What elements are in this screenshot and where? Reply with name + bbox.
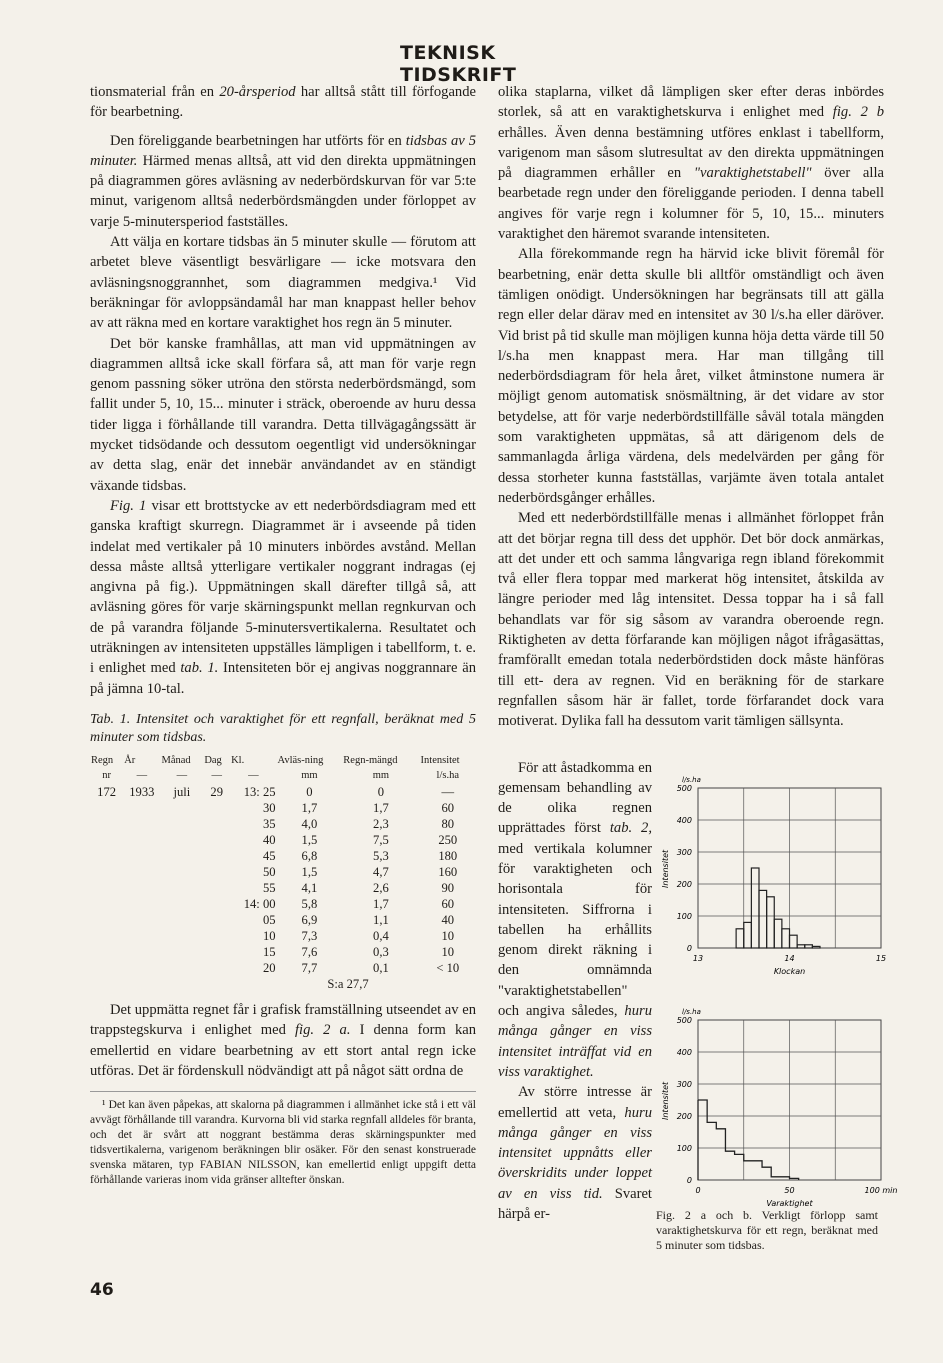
table-unit: nr [102,769,111,781]
fig-2a-bar [774,919,782,948]
table-cell: 60 [441,800,455,815]
fig-2a-bar [744,922,752,948]
table-cell: 10 [262,928,276,943]
table-cell [90,832,123,848]
table-cell [123,944,160,960]
table-cell [203,944,230,960]
table-cell: 14: 00 [243,896,276,911]
table-cell [203,848,230,864]
fig-2b-chart [656,1002,898,1212]
table-cell: 90 [441,880,455,895]
table-row [90,848,476,864]
table-cell: 13: 25 [243,784,276,799]
table-cell [161,912,204,928]
y-tick-label: 0 [686,944,692,953]
table-cell [123,832,160,848]
table-cell: 1,7 [301,800,318,815]
table-sum-row [90,976,476,992]
figure-caption: Fig. 2 a och b. Verkligt förlopp samt varaktighetskurva för ett regn, beräknat med 5 minuter som tidsbas. [656,1208,878,1252]
table-cell [123,896,160,912]
paragraph: Av större intresse är emellertid att veta, huru många gånger en viss intensitet uppnåtts eller överskridits under loppet av en viss tid. Svaret härpå er- [498,1084,652,1223]
table-cell: 40 [262,832,276,847]
y-tick-label: 0 [686,1176,692,1185]
table-cell [123,848,160,864]
paragraph: Med ett nederbördstillfälle menas i allmänhet förloppet från att det börjar regna till dess det upphör. Det bör dock anmärkas, att det under ett och samma långvariga regn ibland förekommit två eller flera toppar med markerat hög intensitet, åtskilda av längre perioder med låg intensitet. Dessa toppar ha i så fall behandlats var för sig såsom av varandra oberoende regn. Riktigheten av detta förfarande kan möjligen något ifrågasättas, framförallt emedan totala nederbördstiden dock måste hänföras till ett- dera av regnen. Vid en beräkning för de starkare regnfallen såsom här är fallet, torde förfarandet dock vara motiverat. Dylika fall ha dessutom varit tämligen sällsynta. [498,510,884,730]
table-cell: 7,6 [301,944,318,959]
table-cell [90,816,123,832]
table-header: År [124,754,136,766]
intensity-table [90,753,476,992]
table-cell: 4,0 [301,816,318,831]
fig-2a-bar [751,868,759,948]
x-tick-label: 13 [692,954,704,963]
table-cell: < 10 [436,960,460,975]
table-unit: mm [372,769,390,781]
figure-2a [656,770,896,984]
table-cell: 55 [262,880,276,895]
y-axis-label: Intensitet [661,849,670,888]
paragraph: Fig. 1 visar ett brottstycke av ett nederbördsdiagram med ett ganska kraftigt skurregn. Diagrammet är i avseende på tiden indelat med vertikaler på 10 minuters inbördes avstånd. Mellan dessa måste alltså ytterligare vertikaler noggrant indragas (ej angivna på fig.). Uppmätningen skall därefter tillgå så, att avläsning göres för varje skärningspunkt mellan regnkurvan och de på varandra följande 5-minutersvertikalerna. Resultatet och uträkningen av intensiteten uppställes lämpligen i tabellform, t. e. i enlighet med tab. 1. Intensiteten bör ej angivas noggrannare än på jämna 10-tal. [90,497,477,697]
table-cell: 2,6 [373,880,389,895]
figure-2b [656,1002,896,1216]
table-cell: 1,5 [301,832,318,847]
table-cell: 180 [438,848,458,863]
y-unit-label: l/s.ha [682,776,701,784]
table-cell: 0 [306,784,313,799]
table-cell [123,816,160,832]
table-cell [161,864,204,880]
table-unit: — [248,769,259,781]
table-cell: 1,1 [373,912,389,927]
table-cell: 5,8 [301,896,318,911]
table-cell: 30 [262,800,276,815]
table-cell [90,912,123,928]
table-cell: 10 [441,944,455,959]
x-tick-label: 15 [875,954,887,963]
table-cell: 35 [262,816,276,831]
x-tick-label: 100 min [864,1186,898,1195]
y-tick-label: 400 [676,816,692,825]
paragraph: Att välja en kortare tidsbas än 5 minuter skulle — förutom att arbetet bleve väsentligt besvärligare — icke motsvara den avläsningsnoggrannhet, som diagrammen medgiva.¹ Vid beräkningar för avloppsändamål har man knappast heller behov av att räkna med en kortare varaktighet hos regn än 5 minuter. [90,234,476,332]
table-cell: 1,5 [301,864,318,879]
table-cell [161,944,204,960]
table-cell: 40 [441,912,455,927]
table-cell: juli [173,784,191,799]
table-header: Regn-mängd [343,754,398,766]
table-cell [123,960,160,976]
table-cell [161,880,204,896]
table-cell [203,832,230,848]
table-unit: l/s.ha [436,769,459,781]
table-header: Intensitet [420,754,460,766]
y-tick-label: 300 [676,848,692,857]
table-row [90,800,476,816]
fig-2a-bar [805,945,813,948]
table-cell: 50 [262,864,276,879]
table-cell: 29 [210,784,223,799]
table-cell: 7,5 [373,832,389,847]
table-cell: 7,7 [301,960,318,975]
table-cell [90,848,123,864]
table-cell [90,800,123,816]
table-cell [123,800,160,816]
page-number: 46 [90,1280,114,1300]
table-cell: 6,8 [301,848,318,863]
table-row [90,864,476,880]
x-axis-label: Klockan [773,967,806,976]
left-column [90,82,476,1188]
y-axis-label: Intensitet [661,1081,670,1120]
fig-2a-bar [790,935,798,948]
table-cell [90,944,123,960]
table-cell [161,800,204,816]
table-cell [123,928,160,944]
table-cell: 1933 [129,784,155,799]
table-row [90,784,476,800]
paragraph: Alla förekommande regn ha härvid icke blivit föremål för bearbetning, enär detta skulle bli alltför omständligt och även tämligen onödigt. Undersökningen har begränsats till att gälla regn eller delar därav med en intensitet av 30 l/s.ha eller däröver. Vid brist på tid skulle man möjligen kunna höja detta värde till 50 l/s.ha men knappast mera. Har man tillgång till nederbördsdiagram för hela året, vilket åtminstone numera är möjligt genom automatisk snösmältning, är det vidare av stor betydelse, att för varje nederbördstillfälle såväl totala mängden som varaktigheten uppmätas, så att därigenom dels de sammanlagda årliga värdena, dels medelvärden per gång för dessa storheter kunna fastställas, varjämte även totala antalet nederbördsgånger erhålles. [498,246,884,506]
table-cell: 2,3 [373,816,389,831]
table-cell: — [441,784,455,799]
table-unit: — [176,769,188,781]
table-cell [161,816,204,832]
table-cell: 1,7 [373,896,389,911]
table-cell: 250 [438,832,458,847]
paragraph: olika staplarna, vilket då lämpligen sker efter deras inbördes storlek, så att en varaktighetskurva i enlighet med fig. 2 b erhålles. Även denna bestämning utföres enklast i tabellform, varigenom man såsom slutresultat av den direkta uppmätningen på diagrammen erhåller en "varaktighetstabell" över alla bearbetade regn under den föreliggande perioden. I denna tabell angives för varje regn i kolumner för 5, 10, 15... minuters varaktighet den häremot svarande intensiteten. [498,84,884,243]
table-row [90,928,476,944]
table-cell [90,960,123,976]
table-row [90,832,476,848]
table-row [90,896,476,912]
table-cell: 172 [97,784,117,799]
paragraph: För att åstadkomma en gemensam behandling av de olika regnen upprättades först tab. 2, med vertikala kolumner för varaktigheten och horisontala för intensiteten. Siffrorna i tabellen ha erhållits genom direkt räkning i den omnämnda "varaktighetstabellen" och angiva således, huru många gånger en viss intensitet inträffat vid en viss varaktighet. [498,759,652,1080]
fig-2a-bar [759,890,767,948]
table-row [90,944,476,960]
table-unit: — [136,769,148,781]
table-cell [161,848,204,864]
paragraph: Det uppmätta regnet får i grafisk framställning utseendet av en trappstegskurva i enlighet med fig. 2 a. I denna form kan emellertid en vidare bearbetning av ett stort antal regn icke utföras. Det är fördenskull nödvändigt att på något sätt ordna de [90,1001,477,1079]
table-cell: 0,4 [373,928,389,943]
y-tick-label: 500 [676,784,692,793]
table-cell [123,864,160,880]
journal-header: TEKNISK TIDSKRIFT [400,42,517,86]
table-cell: 0,3 [373,944,389,959]
table-row [90,960,476,976]
x-tick-label: 14 [784,954,795,963]
table-cell [203,896,230,912]
table-cell [203,864,230,880]
fig-2a-bar [782,929,790,948]
table-header: Avläs-ning [277,754,324,766]
fig-2b-duration-curve [698,1100,799,1180]
table-header: Regn [91,754,114,766]
table-cell [203,928,230,944]
table-cell: 15 [262,944,276,959]
table-sum: S:a 27,7 [327,976,369,991]
y-tick-label: 200 [676,880,692,889]
table-cell [161,928,204,944]
table-cell: 160 [438,864,458,879]
table-cell: 4,7 [373,864,389,879]
table-header: Månad [161,754,191,766]
y-tick-label: 500 [676,1016,692,1025]
table-caption: Tab. 1. Intensitet och varaktighet för ett regnfall, beräknat med 5 minuter som tidsbas. [90,711,477,745]
x-tick-label: 0 [695,1186,701,1195]
table-cell: 0,1 [373,960,389,975]
table-row [90,912,476,928]
y-tick-label: 300 [676,1080,692,1089]
table-cell [90,864,123,880]
table-row [90,880,476,896]
table-unit: — [211,769,222,781]
x-tick-label: 50 [784,1186,795,1195]
table-cell [161,960,204,976]
table-cell: 0 [377,784,385,799]
y-tick-label: 100 [676,912,692,921]
paragraph: Den föreliggande bearbetningen har utförts för en tidsbas av 5 minuter. Härmed menas alltså, att vid den direkta uppmätningen på diagrammen göres avläsning av nederbördskurvan för var 5:te minut, varigenom alltså nederbördsmängden under förloppet av varje 5-minutersperiod fastställes. [90,132,476,230]
table-cell [161,832,204,848]
table-cell [90,896,123,912]
table-row [90,816,476,832]
table-cell [90,880,123,896]
table-cell [161,896,204,912]
table-unit: mm [301,769,318,781]
y-tick-label: 100 [676,1144,692,1153]
table-header: Kl. [231,754,245,766]
table-cell [123,912,160,928]
table-header: Dag [204,754,222,766]
table-cell: 20 [262,960,276,975]
paragraph: tionsmaterial från en 20-årsperiod har alltså stått till förfogande för bearbetning. [90,84,477,121]
fig-2a-bar [767,897,775,948]
table-cell [203,816,230,832]
table-cell: 60 [441,896,455,911]
x-axis-label: Varaktighet [766,1199,813,1208]
footnote: ¹ Det kan även påpekas, att skalorna på diagrammen i allmänhet icke stå i ett väl avvägt förhållande till varandra. Kurvorna bli vid starka regnfall alldeles för branta, och det är svårt att noggrant bestämma deras skärningspunkter med tidsvertikalerna, varigenom beräkningen blir osäker. För den senast konstruerade svenska mätaren, typ FABIAN NILSSON, kan emellertid enligt uppgift detta förhållande varieras inom vida gränser alltefter önskan. [90,1091,476,1188]
table-cell [123,880,160,896]
fig-2a-bar [812,946,820,948]
y-tick-label: 400 [676,1048,692,1057]
table-cell: 10 [441,928,455,943]
table-cell: 80 [441,816,455,831]
table-cell [203,912,230,928]
table-cell: 05 [262,912,276,927]
fig-2a-chart [656,770,891,980]
fig-2a-bar [736,929,744,948]
table-cell: 5,3 [373,848,389,863]
table-cell: 1,7 [373,800,389,815]
y-unit-label: l/s.ha [682,1008,701,1016]
table-cell [203,800,230,816]
table-cell [90,928,123,944]
paragraph: Det bör kanske framhållas, att man vid uppmätningen av diagrammen alltså icke skall förfara så, att man för varje regn genom passning söker utröna den största nederbördsmängd, som fallit under 5, 10, 15... minuter i sträck, oberoende av huru dessa tider ligga i förhållande till varandra. Detta tillvägagångssätt är mycket tidsödande och dessutom oegentligt vid undersökningar av detta slag, enär det innebär användandet av en ständigt växande tidsbas. [90,335,476,494]
fig-2a-bar [797,945,805,948]
table-cell [203,960,230,976]
table-cell: 4,1 [301,880,318,895]
table-cell: 45 [262,848,276,863]
table-cell: 7,3 [301,928,318,943]
y-tick-label: 200 [676,1112,692,1121]
table-cell [203,880,230,896]
table-cell: 6,9 [301,912,318,927]
